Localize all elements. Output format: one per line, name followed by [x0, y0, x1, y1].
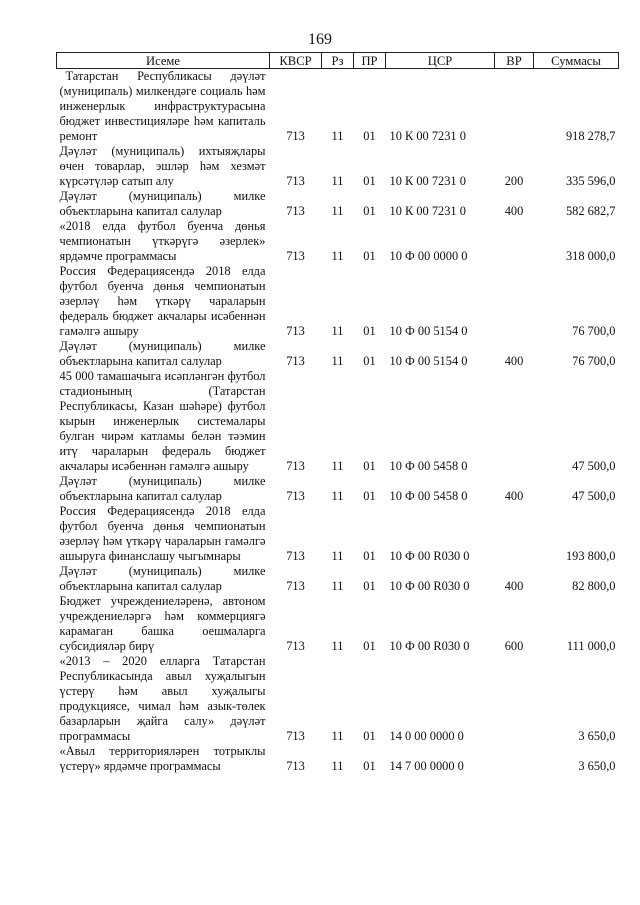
- row-sum: 82 800,0: [572, 579, 616, 593]
- table-row: [57, 564, 619, 594]
- header-sum: Суммасы: [534, 53, 619, 69]
- row-csr: 10 Ф 00 0000 0: [389, 249, 468, 263]
- page-number: 169: [308, 31, 332, 48]
- table-row: [57, 744, 619, 774]
- row-kvsr: 713: [286, 354, 305, 368]
- row-name: «2018 елда футбол буенча дөнья чемпионатын үткәрүгә әзерлек» ярдәмче программасы: [59, 219, 266, 263]
- row-kvsr: 713: [286, 129, 305, 143]
- row-csr: 10 Ф 00 5154 0: [389, 324, 468, 338]
- row-name: Дәүләт (муниципаль) милке объектларына капитал салулар: [59, 474, 266, 503]
- header-rz: Рз: [322, 53, 354, 69]
- row-vr: [495, 69, 534, 145]
- row-vr: [495, 744, 534, 774]
- row-vr: [495, 219, 534, 264]
- table-header-row: [57, 53, 619, 69]
- row-csr: 10 К 00 7231 0: [389, 204, 466, 218]
- row-pr: 01: [363, 249, 376, 263]
- table-row: [57, 594, 619, 654]
- row-pr: 01: [363, 204, 376, 218]
- row-rz: 11: [331, 759, 344, 773]
- row-pr: 01: [363, 729, 376, 743]
- row-rz: 11: [331, 549, 344, 563]
- row-pr: 01: [363, 459, 376, 473]
- row-kvsr: 713: [286, 759, 305, 773]
- table-row: [57, 504, 619, 564]
- row-pr: 01: [363, 759, 376, 773]
- row-pr: 01: [363, 579, 376, 593]
- row-csr: 14 7 00 0000 0: [389, 759, 464, 773]
- header-name: Исеме: [57, 53, 270, 69]
- row-pr: 01: [363, 129, 376, 143]
- row-rz: 11: [331, 129, 344, 143]
- row-vr: 600: [504, 639, 524, 653]
- row-vr: 200: [504, 174, 524, 188]
- row-rz: 11: [331, 639, 344, 653]
- row-kvsr: 713: [286, 324, 305, 338]
- row-pr: 01: [363, 489, 376, 503]
- table-row: [57, 654, 619, 744]
- header-vr: ВР: [495, 53, 534, 69]
- header-kvsr: КВСР: [270, 53, 322, 69]
- row-name: Бюджет учреждениеләренә, автоном учреждениеләргә һәм коммерциягә карамаган башка оешмаларга субсидияләр бирү: [59, 594, 266, 653]
- row-sum: 193 800,0: [565, 549, 616, 563]
- row-rz: 11: [331, 204, 344, 218]
- row-name: «Авыл территорияләрен тотрыклы үстерү» ярдәмче программасы: [59, 744, 266, 773]
- row-rz: 11: [331, 459, 344, 473]
- row-name: Россия Федерациясендә 2018 елда футбол буенча дөнья чемпионатын әзерләү һәм үткәрү чараларын гамәлгә ашыруга финанслашу чыгымнары: [59, 504, 266, 563]
- row-csr: 14 0 00 0000 0: [389, 729, 464, 743]
- table-row: [57, 264, 619, 339]
- row-vr: [495, 654, 534, 744]
- table-row: [57, 474, 619, 504]
- row-kvsr: 713: [286, 174, 305, 188]
- row-name: Дәүләт (муниципаль) милке объектларына капитал салулар: [59, 339, 266, 368]
- row-kvsr: 713: [286, 249, 305, 263]
- row-sum: 76 700,0: [572, 354, 616, 368]
- row-sum: 918 278,7: [565, 129, 616, 143]
- row-kvsr: 713: [286, 639, 305, 653]
- row-rz: 11: [331, 729, 344, 743]
- row-kvsr: 713: [286, 489, 305, 503]
- row-sum: 582 682,7: [565, 204, 616, 218]
- row-name: «2013 – 2020 елларга Татарстан Республикасында авыл хуҗалыгын үстерү һәм авыл хуҗалыгы продукциясе, чимал һәм азык-төлек базарларын җайга салу» дәүләт программасы: [59, 654, 266, 743]
- row-vr: 400: [504, 489, 524, 503]
- row-csr: 10 Ф 00 5458 0: [389, 459, 468, 473]
- header-pr: ПР: [354, 53, 386, 69]
- row-sum: 3 650,0: [578, 729, 616, 743]
- row-kvsr: 713: [286, 729, 305, 743]
- row-sum: 76 700,0: [572, 324, 616, 338]
- budget-table: [56, 52, 619, 774]
- row-sum: 335 596,0: [565, 174, 616, 188]
- row-rz: 11: [331, 579, 344, 593]
- row-kvsr: 713: [286, 459, 305, 473]
- row-pr: 01: [363, 174, 376, 188]
- row-pr: 01: [363, 639, 376, 653]
- row-csr: 10 К 00 7231 0: [389, 174, 466, 188]
- row-csr: 10 Ф 00 R030 0: [389, 639, 470, 653]
- row-name: Россия Федерациясендә 2018 елда футбол буенча дөнья чемпионатын әзерләү һәм үткәрү чараларын федераль бюджет акчалары исәбеннән гамәлгә ашыру: [59, 264, 266, 338]
- row-csr: 10 Ф 00 5458 0: [389, 489, 468, 503]
- row-pr: 01: [363, 354, 376, 368]
- row-csr: 10 Ф 00 R030 0: [389, 579, 470, 593]
- row-csr: 10 Ф 00 R030 0: [389, 549, 470, 563]
- row-vr: 400: [504, 354, 524, 368]
- row-rz: 11: [331, 324, 344, 338]
- row-vr: [495, 264, 534, 339]
- table-row: [57, 219, 619, 264]
- row-rz: 11: [331, 174, 344, 188]
- row-sum: 47 500,0: [572, 489, 616, 503]
- row-rz: 11: [331, 354, 344, 368]
- table-row: [57, 339, 619, 369]
- row-sum: 47 500,0: [572, 459, 616, 473]
- row-rz: 11: [331, 489, 344, 503]
- row-vr: 400: [504, 204, 524, 218]
- table-row: [57, 189, 619, 219]
- row-sum: 3 650,0: [578, 759, 616, 773]
- table-row: [57, 69, 619, 145]
- row-kvsr: 713: [286, 579, 305, 593]
- row-name: Дәүләт (муниципаль) милке объектларына капитал салулар: [59, 564, 266, 593]
- row-kvsr: 713: [286, 204, 305, 218]
- row-name: Дәүләт (муниципаль) ихтыяҗлары өчен товарлар, эшләр һәм хезмәт күрсәтүләр сатып алу: [59, 144, 266, 188]
- row-kvsr: 713: [286, 549, 305, 563]
- row-rz: 11: [331, 249, 344, 263]
- table-row: [57, 369, 619, 474]
- row-name: Дәүләт (муниципаль) милке объектларына капитал салулар: [59, 189, 266, 218]
- row-vr: 400: [504, 579, 524, 593]
- row-pr: 01: [363, 324, 376, 338]
- row-vr: [495, 504, 534, 564]
- row-name: Татарстан Республикасы дәүләт (муниципаль) милкендәге социаль һәм инженерлык инфраструктурасына бюджет инвестицияләре һәм капиталь ремонт: [59, 69, 266, 143]
- table-row: [57, 144, 619, 189]
- row-csr: 10 Ф 00 5154 0: [389, 354, 468, 368]
- row-csr: 10 К 00 7231 0: [389, 129, 466, 143]
- row-sum: 318 000,0: [565, 249, 616, 263]
- header-csr: ЦСР: [386, 53, 495, 69]
- row-sum: 111 000,0: [566, 639, 616, 653]
- row-name: 45 000 тамашачыга исәпләнгән футбол стадионының (Татарстан Республикасы, Казан шәһәре) футбол кырын инженерлык системалары булган чирәм катламы белән тәэмин итү чараларын федераль бюджет акчалары исәбеннән гамәлгә ашыру: [59, 369, 266, 473]
- row-pr: 01: [363, 549, 376, 563]
- row-vr: [495, 369, 534, 474]
